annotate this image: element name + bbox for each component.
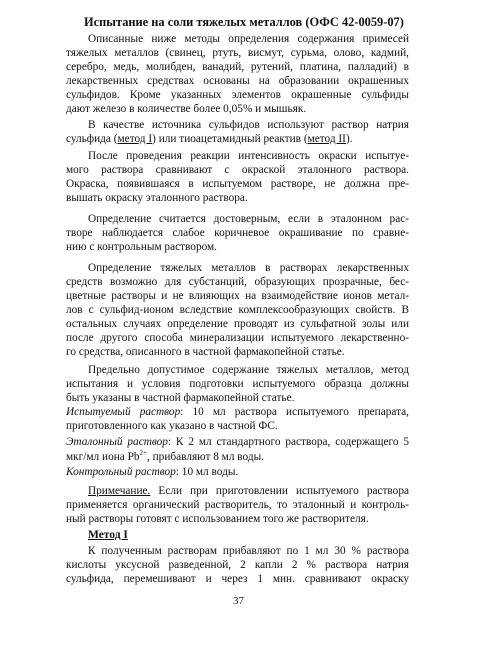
reference-solution-label: Эталонный раствор — [66, 436, 168, 448]
method-1-line-2: кислоты уксусной разведенной, 2 капли 2 % раствора натрия — [66, 559, 409, 571]
note-line-1 — [88, 484, 409, 498]
note-line-2: применяется органический растворитель, то эталонный и контроль- — [66, 499, 409, 511]
p5-line-2: средств возможно для субстанций, образующих прозрачные, бес- — [66, 276, 409, 288]
p5-line-3: цветные растворы и не влияющих на взаимодействие ионов метал- — [66, 290, 409, 302]
test-solution-line-1 — [66, 405, 409, 419]
p3-line-3: Окраска, появившаяся в испытуемом растворе, не должна пре- — [66, 178, 409, 190]
method-2-link[interactable]: метод II — [307, 133, 346, 145]
lead-ion-charge: 2+ — [139, 449, 147, 457]
control-solution-text: : 10 мл воды. — [175, 466, 239, 478]
p1-line-1: Описанные ниже методы определения содержания примесей — [88, 33, 409, 45]
p5-line-5: остальных случаях определение проводят из сульфатной золы или — [66, 318, 409, 330]
note-line-3: ный растворы готовят с использованием того же растворителя. — [66, 513, 369, 525]
method-1-line-3: сульфида, перемешивают и через 1 мин. сравнивают окраску — [66, 573, 409, 585]
note-label: Примечание. — [88, 485, 151, 497]
p3-line-4: вышать окраску эталонного раствора. — [66, 192, 248, 204]
p1-line-5: сульфидов. Кроме указанных элементов окрашенные сульфиды — [66, 89, 409, 101]
reference-solution-text: : К 2 мл стандартного раствора, содержащего 5 — [167, 436, 409, 448]
p6-line-1: Предельно допустимое содержание тяжелых металлов, метод — [88, 364, 409, 376]
p5-line-4: лов с сульфид-ионом вследствие комплексообразующих свойств. В — [66, 304, 409, 316]
document-title: Испытание на соли тяжелых металлов (ОФС 42-0059-07) — [84, 15, 404, 29]
p2-text: сульфида ( — [66, 133, 118, 145]
p5-line-1: Определение тяжелых металлов в растворах лекарственных — [88, 262, 409, 274]
p5-line-7: го средства, описанного в частной фармакопейной статье. — [66, 346, 345, 358]
p1-line-3: серебро, медь, молибден, ванадий, рутений, платина, палладий) в — [66, 61, 409, 73]
reference-solution-text: , прибавляют 8 мл воды. — [146, 451, 265, 463]
p6-line-3: быть указаны в частной фармакопейной статье. — [66, 392, 295, 404]
control-solution-label: Контрольный раствор — [66, 466, 176, 478]
p1-line-2: тяжелых металлов (свинец, ртуть, висмут, сурьма, олово, кадмий, — [66, 47, 409, 59]
p1-line-6: дают железо в количестве более 0,05% и мышьяк. — [66, 103, 307, 115]
p2-line-2 — [66, 132, 409, 146]
p4-line-2: творе наблюдается слабое коричневое окрашивание по сравне- — [66, 227, 409, 239]
test-solution-text: : 10 мл раствора испытуемого препарата, — [180, 406, 409, 418]
p4-line-1: Определение считается достоверным, если в эталонном рас- — [88, 213, 409, 225]
p5-line-6: после другого способа минерализации испытуемого лекарственно- — [66, 332, 409, 344]
reference-solution-text: мкг/мл иона Pb — [66, 451, 140, 463]
reference-solution-line-1 — [66, 435, 409, 449]
p3-line-2: мого раствора сравнивают с окраской эталонного раствора. — [66, 164, 409, 176]
note-text: Если при приготовлении испытуемого раствора — [150, 485, 409, 497]
page-number: 37 — [233, 595, 244, 607]
method-1-link[interactable]: метод I — [117, 133, 153, 145]
test-solution-label: Испытуемый раствор — [66, 406, 181, 418]
method-1-line-1: К полученным растворам прибавляют по 1 мл 30 % раствора — [88, 545, 409, 557]
reference-solution-line-2 — [66, 450, 409, 464]
p2-line-1: В качестве источника сульфидов используют раствор натрия — [88, 119, 409, 131]
control-solution-line — [66, 465, 409, 479]
p6-line-2: испытания и условия подготовки испытуемого образца должны — [66, 378, 409, 390]
p1-line-4: лекарственных средствах основаны на образовании окрашенных — [66, 75, 409, 87]
p2-text: ) или тиоацетамидный реактив ( — [152, 133, 308, 145]
p2-text: ). — [345, 133, 353, 145]
p3-line-1: После проведения реакции интенсивность окраски испытуе- — [88, 150, 409, 162]
p4-line-3: нию с контрольным раствором. — [66, 241, 217, 253]
test-solution-line-2: приготовленного как указано в частной ФС. — [66, 420, 278, 432]
method-1-heading: Метод I — [88, 529, 128, 541]
